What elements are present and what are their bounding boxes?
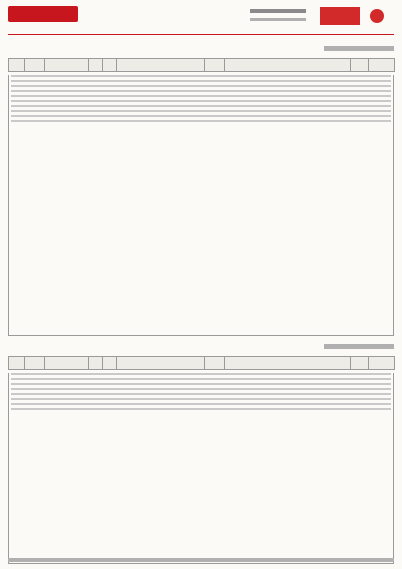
masthead-rule [8, 34, 394, 35]
column-header [225, 59, 351, 72]
column-header [103, 357, 117, 370]
column-header [89, 357, 103, 370]
table-header-row [9, 357, 395, 370]
masthead-logo [8, 6, 78, 22]
table-block-1 [8, 42, 394, 336]
column-header [45, 357, 89, 370]
column-header [25, 357, 45, 370]
unreadable-rows-placeholder [9, 75, 393, 335]
issue-line [250, 9, 306, 13]
column-header [205, 357, 225, 370]
column-header [89, 59, 103, 72]
column-header [9, 357, 25, 370]
column-header [117, 357, 205, 370]
table-block-2 [8, 340, 394, 564]
column-header [103, 59, 117, 72]
table-body [8, 75, 394, 336]
column-header [351, 59, 369, 72]
issue-subline [250, 18, 306, 21]
column-header [117, 59, 205, 72]
column-header [205, 59, 225, 72]
complaint-table [8, 356, 395, 370]
column-header [25, 59, 45, 72]
section-badge [320, 7, 360, 25]
footer-note [8, 558, 394, 562]
page-number [370, 9, 384, 23]
table-body [8, 373, 394, 564]
table-header-row [9, 59, 395, 72]
column-header [225, 357, 351, 370]
column-header [369, 357, 395, 370]
table-tag [324, 344, 394, 349]
table-tag [324, 46, 394, 51]
unreadable-rows-placeholder [9, 373, 393, 563]
column-header [369, 59, 395, 72]
complaint-table [8, 58, 395, 72]
column-header [351, 357, 369, 370]
column-header [45, 59, 89, 72]
column-header [9, 59, 25, 72]
